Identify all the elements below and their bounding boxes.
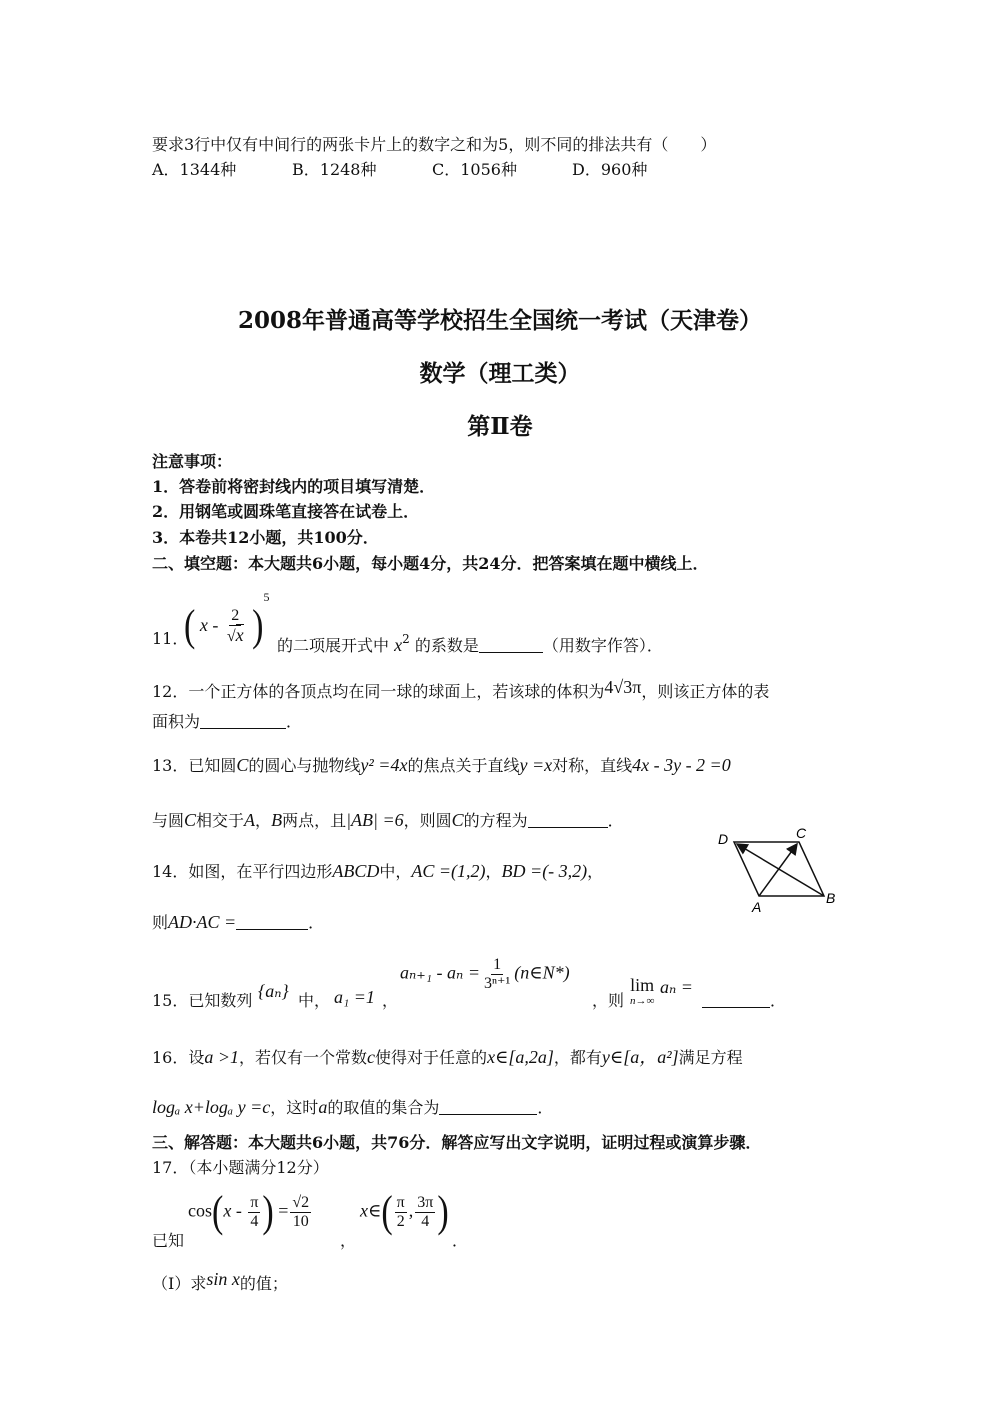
- q16-condition: a >1: [204, 1047, 240, 1067]
- q17-3pi-over-4: [415, 1194, 435, 1231]
- q17-range-sep: ,: [408, 1200, 414, 1221]
- q13-circle-c-2: C: [184, 810, 197, 830]
- question-14-line-1: [152, 860, 603, 883]
- q17-pi2-den: 2: [396, 1213, 405, 1230]
- option-a: A．1344种: [152, 160, 237, 179]
- q13-text-b: 的圆心与抛物线: [248, 756, 361, 775]
- q11-expression: ( x - $\frac{2}{√x}$ )$^5$: [184, 590, 270, 651]
- q13-text-c: 的焦点关于直线: [407, 756, 520, 775]
- q11-exponent: 5: [263, 590, 270, 604]
- q12-text-c: 面积为: [152, 712, 201, 731]
- section-3-heading: 三、解答题：本大题共6小题，共76分．解答应写出文字说明，证明过程或演算步骤．: [152, 1133, 762, 1152]
- q16-text-c: 使得对于任意的: [375, 1048, 488, 1067]
- q16-text-f: ，这时: [270, 1098, 319, 1117]
- exam-subtitle: 数学（理工类）: [419, 360, 581, 387]
- q11-x-squared: x: [394, 635, 403, 655]
- q17-pi: π: [250, 1194, 259, 1211]
- parallelogram-figure: [712, 826, 852, 916]
- q17-value-num: √2: [292, 1194, 310, 1211]
- q15-rec-tail: (n∈N*): [514, 962, 570, 983]
- q14-parallelogram: ABCD: [332, 861, 380, 881]
- q11-text2: 的系数是: [414, 636, 479, 655]
- q17-part-1: [152, 1268, 288, 1295]
- q17-comma: ，: [340, 1231, 357, 1250]
- q12-end: ．: [286, 712, 303, 731]
- q12-volume: 4√3π: [604, 677, 642, 697]
- q17-3pi-num: 3π: [417, 1194, 434, 1211]
- q17-pi2-num: π: [396, 1194, 405, 1211]
- figure-label-a: A: [752, 899, 762, 915]
- q13-text-d: 对称，直线: [552, 756, 633, 775]
- q15-initial-term: a₁ =1: [334, 987, 375, 1007]
- q13-symmetry-line: y =x: [519, 755, 553, 775]
- q15-rec-fraction: [482, 956, 512, 993]
- q15-recurrence: [400, 956, 570, 993]
- q17-part1-text-a: （Ⅰ）求: [152, 1274, 207, 1293]
- q17-cos-expression: cos(x - $\frac{\pi}{4}$ ) = $\frac{√2}{10}$: [188, 1187, 310, 1236]
- prev-question-text: 要求3行中仅有中间行的两张卡片上的数字之和为5，则不同的排法共有（ ）: [152, 135, 717, 154]
- exam-title: 2008年普通高等学校招生全国统一考试（天津卷）: [237, 307, 762, 334]
- option-d: D．960种: [572, 160, 648, 179]
- q11-text3: （用数字作答）．: [542, 636, 663, 655]
- q13-comma: ，: [255, 811, 272, 830]
- q17-pi-over-2: [395, 1194, 407, 1231]
- q14-end: ．: [308, 913, 325, 932]
- q17-3pi-den: 4: [421, 1213, 430, 1230]
- q14-sep: ，: [485, 862, 502, 881]
- q17-cos: cos: [188, 1200, 212, 1221]
- q16-text-d: ，都有: [553, 1048, 602, 1067]
- q13-parabola: y² =4x: [360, 755, 408, 775]
- question-13-line-2: [152, 809, 624, 832]
- section-2-heading: 二、填空题：本大题共6小题，每小题4分，共24分．把答案填在题中横线上．: [152, 554, 709, 573]
- q17-heading: 17．（本小题满分12分）: [152, 1158, 329, 1177]
- q11-body: [277, 628, 663, 657]
- figure-label-d: D: [718, 831, 729, 847]
- q17-pi-over-4: [248, 1194, 260, 1231]
- q15-sequence: {aₙ}: [258, 981, 289, 1001]
- q11-x: x: [199, 615, 208, 635]
- q14-text-b: 中，: [379, 862, 412, 881]
- q14-answer-blank[interactable]: [236, 913, 308, 930]
- q16-text-e: 满足方程: [678, 1048, 743, 1067]
- q13-circle-c-3: C: [451, 810, 464, 830]
- q16-answer-blank[interactable]: [439, 1098, 537, 1115]
- notice-heading: 注意事项：: [152, 452, 233, 471]
- q13-text-a: 13．已知圆: [152, 756, 237, 775]
- q17-sinx: sin x: [206, 1269, 240, 1289]
- question-16-line-2: [152, 1096, 553, 1119]
- q17-x-in: x∈: [360, 1200, 382, 1221]
- q15-limit: [630, 974, 654, 1007]
- q17-x-range: x∈( $\frac{\pi}{2}$ , $\frac{3\pi}{4}$ ): [360, 1187, 449, 1236]
- notice-item-2: 2．用钢笔或圆珠笔直接答在试卷上．: [152, 502, 420, 521]
- q16-text-g: 的取值的集合为: [327, 1098, 440, 1117]
- q13-text-e: 与圆: [152, 811, 185, 830]
- q13-text-g: 两点，且: [282, 811, 347, 830]
- figure-label-b: B: [826, 890, 836, 906]
- q13-text-f: 相交于: [196, 811, 245, 830]
- q11-frac-num: 2: [231, 607, 240, 625]
- q16-equation: logₐ x+logₐ y =c: [152, 1097, 271, 1117]
- q15-end: ．: [770, 991, 787, 1010]
- q13-text-i: 的方程为: [463, 811, 528, 830]
- q16-end: ．: [537, 1098, 554, 1117]
- q14-text-a: 14．如图，在平行四边形: [152, 862, 333, 881]
- q14-text-d: 则: [152, 913, 169, 932]
- q16-variable-a: a: [318, 1097, 328, 1117]
- q11-x-squared-exp: 2: [402, 632, 410, 646]
- q15-an: aₙ =: [660, 977, 693, 997]
- q11-minus: -: [212, 615, 219, 635]
- option-b: B．1248种: [292, 160, 377, 179]
- q17-four: 4: [250, 1213, 259, 1230]
- q14-vector-ac: AC =(1,2): [411, 861, 486, 881]
- q14-dot-product: AD·AC =: [168, 912, 237, 932]
- q17-minus: -: [235, 1200, 242, 1221]
- q15-rec-num: 1: [493, 956, 502, 973]
- q13-point-a: A: [244, 810, 256, 830]
- q11-number: 11．: [152, 629, 189, 648]
- q15-text-b: 中，: [298, 991, 331, 1010]
- option-c: C．1056种: [432, 160, 517, 179]
- question-14-line-2: [152, 911, 324, 934]
- q16-x-range: x∈[a,2a]: [487, 1047, 554, 1067]
- q16-text-a: 16．设: [152, 1048, 205, 1067]
- q15-text-a: 15．已知数列: [152, 991, 253, 1010]
- q16-y-range: y∈[a，a²]: [601, 1047, 679, 1067]
- q13-chord-length: |AB| =6: [346, 810, 404, 830]
- q14-text-c: ，: [587, 862, 604, 881]
- q17-equals: =: [278, 1200, 289, 1221]
- q16-constant-c: c: [367, 1047, 376, 1067]
- q15-answer-blank[interactable]: [702, 991, 770, 1008]
- q17-part1-text-b: 的值；: [239, 1274, 288, 1293]
- q15-rec-left: aₙ₊₁ - aₙ =: [400, 962, 480, 983]
- question-13-line-1: [152, 754, 731, 777]
- q11-answer-blank[interactable]: [479, 636, 543, 653]
- volume-title: 第Ⅱ卷: [467, 413, 533, 440]
- question-12-line-1: [152, 676, 769, 703]
- q11-fraction: [225, 607, 246, 646]
- q14-vector-bd: BD =(- 3,2): [501, 861, 588, 881]
- question-12-line-2: [152, 711, 302, 733]
- q17-end: ．: [452, 1231, 469, 1250]
- q12-answer-blank[interactable]: [200, 712, 286, 729]
- figure-label-c: C: [796, 826, 807, 841]
- q13-end: ．: [607, 811, 624, 830]
- q13-point-b: B: [271, 810, 283, 830]
- q15-lim: lim: [630, 975, 655, 995]
- q17-value-den: 10: [292, 1213, 309, 1230]
- q13-answer-blank[interactable]: [528, 811, 608, 828]
- q15-rec-den: 3ⁿ⁺¹: [484, 975, 511, 992]
- q11-text1: 的二项展开式中: [277, 636, 390, 655]
- q15-answer: [702, 990, 786, 1012]
- q17-value: [290, 1194, 311, 1231]
- notice-item-1: 1．答卷前将密封线内的项目填写清楚．: [152, 477, 436, 496]
- vector-bd-arrow: [737, 844, 824, 896]
- q12-text-b: ，则该正方体的表: [641, 682, 770, 701]
- q16-text-b: ，若仅有一个常数: [239, 1048, 368, 1067]
- notice-item-3: 3．本卷共12小题，共100分．: [152, 528, 379, 547]
- q15-text-d: ，则: [592, 991, 625, 1010]
- q13-circle-c: C: [236, 755, 249, 775]
- vector-ac-arrow: [759, 844, 797, 896]
- prev-question-options: [152, 159, 712, 181]
- q17-x: x: [223, 1200, 232, 1221]
- q12-text-a: 12．一个正方体的各顶点均在同一球的球面上，若该球的体积为: [152, 682, 605, 701]
- q11-sqrt-x: x: [235, 625, 244, 646]
- question-16-line-1: [152, 1046, 743, 1069]
- q15-lim-sub: n→∞: [630, 995, 655, 1007]
- q11-frac-den: √x: [226, 625, 244, 646]
- q17-known: 已知: [152, 1231, 185, 1250]
- q15-text-c: ，: [382, 991, 399, 1010]
- q13-intersect-line: 4x - 3y - 2 =0: [632, 755, 731, 775]
- q13-text-h: ，则圆: [403, 811, 452, 830]
